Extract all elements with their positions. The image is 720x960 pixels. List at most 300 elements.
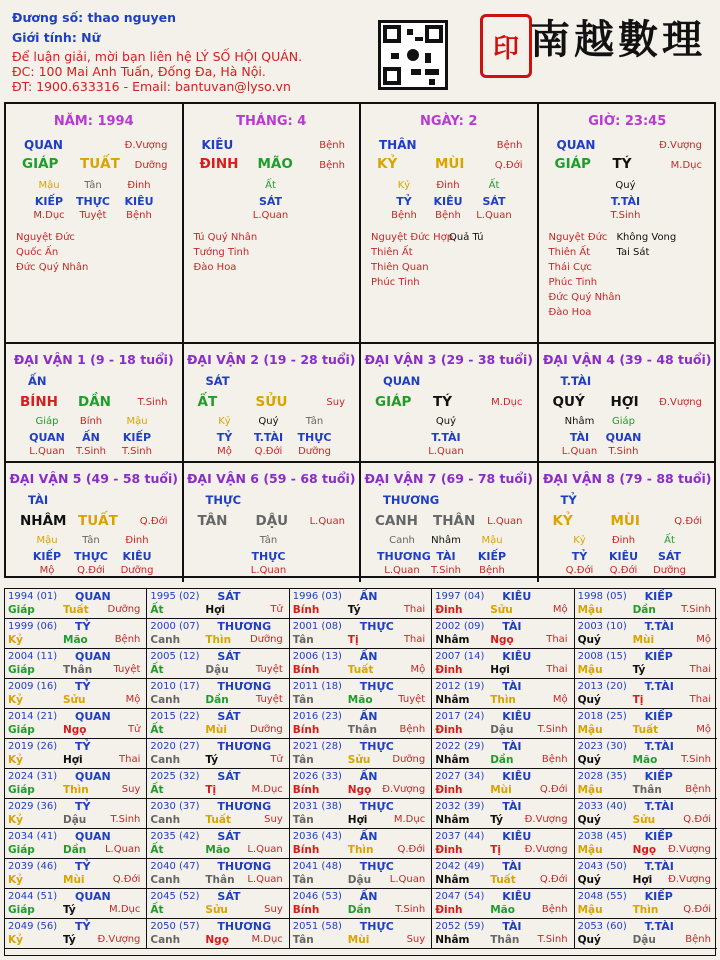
phase-label: L.Quan — [247, 844, 283, 855]
header — [0, 0, 720, 100]
ten-god-label: QUAN — [75, 590, 111, 603]
ten-god-label: QUAN — [383, 374, 421, 388]
star-list — [617, 230, 677, 260]
earthly-branch: Tý — [632, 664, 646, 676]
year-label: 2039 (46) — [8, 861, 58, 872]
year-cell — [575, 829, 717, 859]
ten-god-label: THƯƠNG — [217, 860, 272, 873]
heavenly-stem: Ất — [150, 904, 164, 916]
hidden-stem: THỰC — [251, 550, 286, 563]
year-cell — [432, 679, 574, 709]
earthly-branch: Tuất — [347, 664, 374, 676]
pillar-title: NGÀY: 2 — [420, 114, 478, 129]
luck-cycle-cell — [184, 344, 362, 463]
ten-god-label: KIẾP — [644, 710, 673, 723]
year-cell — [147, 799, 289, 829]
year-cell — [575, 799, 717, 829]
phase-label: Bệnh — [541, 754, 568, 765]
year-cell — [147, 679, 289, 709]
heavenly-stem: Ất — [150, 844, 164, 856]
year-label: 2052 (59) — [435, 921, 485, 932]
hidden-stem: QUAN — [605, 431, 642, 444]
phase-label: Tuyệt — [113, 664, 141, 675]
hidden-stem: L.Quan — [428, 446, 464, 457]
ten-god-label: ẤN — [359, 710, 378, 723]
earthly-branch: Tị — [347, 634, 359, 646]
earthly-branch: Hợi — [490, 664, 510, 676]
phase-label: Tử — [127, 724, 141, 735]
hidden-stem: Quý — [435, 416, 457, 427]
year-cell — [5, 799, 147, 829]
heavenly-stem: Giáp — [8, 844, 35, 856]
year-label: 2026 (33) — [292, 771, 342, 782]
phase-label: M.Dục — [670, 160, 702, 171]
heavenly-stem: Tân — [292, 934, 314, 946]
hidden-stem: Bệnh — [391, 210, 417, 221]
year-label: 2049 (56) — [8, 921, 58, 932]
earthly-branch: Dần — [205, 694, 229, 706]
heavenly-stem: Bính — [292, 724, 320, 736]
ten-god-label: QUAN — [75, 650, 111, 663]
hidden-stem: Tân — [84, 180, 102, 191]
ten-god-label: QUAN — [75, 890, 111, 903]
heavenly-stem: TÂN — [197, 513, 228, 529]
earthly-branch: Sửu — [347, 754, 371, 766]
phase-label: Đ.Vượng — [524, 814, 568, 825]
earthly-branch: Dậu — [63, 814, 87, 826]
year-cell — [5, 709, 147, 739]
earthly-branch: Mão — [63, 634, 88, 646]
year-cell — [5, 829, 147, 859]
heavenly-stem: Giáp — [8, 604, 35, 616]
year-cell — [432, 709, 574, 739]
year-cell — [147, 739, 289, 769]
earthly-branch: DẦN — [78, 394, 111, 410]
ten-god-label: T.TÀI — [644, 620, 674, 633]
heavenly-stem: Kỷ — [8, 694, 23, 706]
year-cell — [5, 769, 147, 799]
hidden-stem: Bệnh — [479, 565, 505, 576]
hidden-stem: T.TÀI — [431, 431, 461, 444]
year-label: 2019 (26) — [8, 741, 58, 752]
earthly-branch: Thìn — [63, 784, 89, 796]
phase-label: Đ.Vượng — [668, 844, 711, 855]
hidden-stem: KIẾP — [122, 431, 152, 444]
phase-label: T.Sinh — [110, 814, 141, 825]
heavenly-stem: Nhâm — [435, 874, 470, 886]
heavenly-stem: Đinh — [435, 604, 463, 616]
earthly-branch: Dậu — [490, 724, 514, 736]
earthly-branch: Tuất — [632, 724, 659, 736]
ten-god-label: TỶ — [75, 920, 91, 933]
hidden-stem: T.Sinh — [122, 446, 152, 457]
hidden-stem: Đinh — [611, 535, 636, 546]
year-label: 2031 (38) — [292, 801, 342, 812]
earthly-branch: Thân — [347, 724, 377, 736]
year-label: 2029 (36) — [8, 801, 58, 812]
ten-god-label: KIẾP — [644, 770, 673, 783]
year-cell — [147, 889, 289, 919]
phase-label: Q.Đới — [539, 874, 568, 885]
heavenly-stem: Canh — [150, 934, 181, 946]
heavenly-stem: Bính — [292, 784, 320, 796]
hidden-stem: Đinh — [125, 535, 149, 546]
year-label: 2001 (08) — [292, 621, 342, 632]
phase-label: M.Dục — [251, 934, 283, 945]
hidden-stem: Kỷ — [218, 416, 231, 427]
star-list — [194, 230, 258, 275]
year-cell — [290, 619, 432, 649]
earthly-branch: Ngọ — [63, 724, 87, 736]
year-label: 2048 (55) — [577, 891, 627, 902]
annual-luck-table — [4, 588, 716, 956]
year-label: 2045 (52) — [150, 891, 200, 902]
star-list — [549, 230, 621, 320]
phase-label: Mộ — [552, 604, 568, 615]
heavenly-stem: Bính — [292, 844, 320, 856]
phase-label: M.Dục — [393, 814, 426, 825]
phase-label: Thai — [119, 754, 141, 765]
phase-label: Mộ — [696, 634, 711, 645]
heavenly-stem: Ất — [150, 664, 164, 676]
year-cell — [5, 859, 147, 889]
year-label: 2050 (57) — [150, 921, 200, 932]
phase-label: Mộ — [696, 724, 711, 735]
year-cell — [147, 859, 289, 889]
year-cell — [432, 829, 574, 859]
ten-god-label: KIÊU — [502, 650, 532, 663]
heavenly-stem: Đinh — [435, 664, 463, 676]
year-label: 2002 (09) — [435, 621, 485, 632]
earthly-branch: Tị — [632, 694, 644, 706]
ten-god-label: SÁT — [217, 770, 241, 783]
star-item: Nguyệt Đức Hợp — [371, 232, 454, 243]
ten-god-label: ẤN — [359, 770, 378, 783]
heavenly-stem: Bính — [292, 604, 320, 616]
ten-god-label: KIÊU — [201, 138, 234, 152]
phase-label: Suy — [264, 814, 283, 825]
earthly-branch: Mùi — [63, 874, 85, 886]
heavenly-stem: Mậu — [577, 604, 603, 616]
qr-code-icon — [378, 20, 448, 90]
phase-label: Tuyệt — [255, 664, 283, 675]
header-line: Đương số: thao nguyen — [12, 10, 177, 25]
earthly-branch: Dậu — [632, 934, 656, 946]
pillar-title: THÁNG: 4 — [236, 114, 307, 129]
hidden-stem: THỰC — [76, 195, 110, 208]
luck-cycle-title: ĐẠI VẬN 1 (9 - 18 tuổi) — [13, 352, 174, 367]
phase-label: L.Quan — [487, 516, 523, 527]
ten-god-label: TÀI — [502, 920, 522, 933]
year-cell — [432, 859, 574, 889]
phase-label: Bệnh — [399, 724, 426, 735]
ten-god-label: TỶ — [75, 740, 91, 753]
heavenly-stem: Mậu — [577, 664, 603, 676]
phase-label: Bệnh — [685, 934, 711, 945]
hidden-stem: Đinh — [127, 180, 151, 191]
earthly-branch: Mão — [490, 904, 515, 916]
year-label: 2015 (22) — [150, 711, 200, 722]
earthly-branch: Tý — [490, 814, 503, 826]
year-cell — [432, 619, 574, 649]
star-item: Quốc Ấn — [16, 247, 59, 258]
hidden-stem: T.Sinh — [431, 565, 461, 576]
star-item: Thái Cực — [548, 262, 592, 273]
star-list — [16, 230, 88, 275]
year-label: 2014 (21) — [8, 711, 58, 722]
pillar-cell — [361, 104, 539, 344]
year-label: 2017 (24) — [435, 711, 485, 722]
earthly-branch: Hợi — [63, 754, 83, 766]
hidden-stem: SÁT — [657, 550, 682, 563]
earthly-branch: Ngọ — [347, 784, 372, 796]
heavenly-stem: KỶ — [377, 156, 398, 172]
heavenly-stem: QUÝ — [552, 394, 585, 410]
earthly-branch: Hợi — [632, 874, 653, 886]
star-item: Phúc Tinh — [548, 277, 598, 288]
ten-god-label: ẤN — [359, 590, 378, 603]
year-label: 2042 (49) — [435, 861, 485, 872]
year-label: 2022 (29) — [435, 741, 485, 752]
ten-god-label: THƯƠNG — [217, 740, 272, 753]
ten-god-label: T.TÀI — [644, 680, 674, 693]
heavenly-stem: Quý — [577, 754, 601, 766]
ten-god-label: TÀI — [502, 680, 522, 693]
phase-label: Đ.Vượng — [659, 397, 702, 408]
earthly-branch: Dần — [347, 904, 372, 916]
phase-label: Q.Đới — [397, 844, 426, 855]
heavenly-stem: Nhâm — [435, 694, 470, 706]
heavenly-stem: ẤT — [197, 394, 218, 410]
ten-god-label: SÁT — [217, 590, 241, 603]
ten-god-label: TÀI — [502, 800, 522, 813]
heavenly-stem: Kỷ — [8, 874, 23, 886]
year-cell — [5, 619, 147, 649]
year-cell — [5, 649, 147, 679]
year-label: 2032 (39) — [435, 801, 485, 812]
earthly-branch: Mão — [205, 844, 231, 856]
phase-label: T.Sinh — [137, 397, 168, 408]
year-label: 2018 (25) — [577, 711, 627, 722]
phase-label: Mộ — [410, 664, 426, 675]
hidden-stem: Nhâm — [564, 416, 595, 427]
earthly-branch: Mùi — [347, 934, 370, 946]
star-item: Quả Tú — [449, 232, 484, 243]
hidden-stem: Bính — [79, 416, 103, 427]
hidden-stem: Ất — [488, 180, 500, 191]
phase-label: T.Sinh — [395, 904, 426, 915]
heavenly-stem: Tân — [292, 754, 314, 766]
phase-label: Bệnh — [685, 784, 711, 795]
phase-label: Dưỡng — [249, 634, 283, 645]
year-label: 1997 (04) — [435, 591, 485, 602]
earthly-branch: Tý — [63, 934, 76, 946]
hidden-stem: Tân — [82, 535, 100, 546]
year-cell — [147, 649, 289, 679]
hidden-stem: Tân — [305, 416, 324, 427]
phase-label: T.Sinh — [537, 724, 568, 735]
hidden-stem: TỶ — [571, 550, 588, 563]
phase-label: Thai — [546, 664, 568, 675]
year-label: 1998 (05) — [577, 591, 627, 602]
phase-label: Bệnh — [496, 140, 523, 151]
year-cell — [575, 709, 717, 739]
year-cell — [575, 679, 717, 709]
phase-label: Q.Đới — [674, 516, 702, 527]
earthly-branch: Hợi — [205, 604, 225, 616]
ten-god-label: T.TÀI — [560, 374, 592, 388]
year-cell — [575, 619, 717, 649]
earthly-branch: Thân — [632, 784, 662, 796]
luck-cycle-title: ĐẠI VẬN 3 (29 - 38 tuổi) — [364, 352, 534, 367]
ten-god-label: THỰC — [359, 680, 394, 693]
year-cell — [575, 919, 717, 949]
heavenly-stem: Bính — [292, 904, 320, 916]
phase-label: Tử — [270, 754, 283, 765]
ten-god-label: ẤN — [359, 650, 378, 663]
luck-cycle-title: ĐẠI VẬN 7 (69 - 78 tuổi) — [364, 471, 534, 486]
earthly-branch: Mùi — [205, 724, 227, 736]
year-label: 2047 (54) — [435, 891, 485, 902]
heavenly-stem: Canh — [150, 634, 181, 646]
year-cell — [575, 859, 717, 889]
ten-god-label: THƯƠNG — [217, 920, 272, 933]
ten-god-label: THỰC — [359, 620, 394, 633]
hidden-stem: Q.Đới — [254, 446, 283, 457]
hidden-stem: L.Quan — [252, 210, 289, 221]
year-label: 2024 (31) — [8, 771, 58, 782]
year-label: 2043 (50) — [577, 861, 627, 872]
earthly-branch: Tý — [205, 754, 219, 766]
pillar-cell — [539, 104, 717, 344]
heavenly-stem: Tân — [292, 634, 314, 646]
heavenly-stem: Giáp — [8, 724, 35, 736]
year-label: 2010 (17) — [150, 681, 200, 692]
heavenly-stem: Đinh — [435, 784, 463, 796]
heavenly-stem: Đinh — [435, 904, 463, 916]
year-label: 2033 (40) — [577, 801, 627, 812]
year-label: 2035 (42) — [150, 831, 200, 842]
ten-god-label: ẤN — [359, 830, 378, 843]
red-seal-icon: 印 — [480, 14, 532, 78]
year-cell — [290, 739, 432, 769]
year-label: 2041 (48) — [292, 861, 342, 872]
year-cell — [432, 589, 574, 619]
earthly-branch: Mão — [347, 694, 373, 706]
phase-label: Q.Đới — [139, 516, 168, 527]
earthly-branch: Tý — [63, 904, 76, 916]
heavenly-stem: Bính — [292, 664, 320, 676]
ten-god-label: KIẾP — [644, 830, 673, 843]
hidden-stem: Canh — [389, 535, 415, 546]
hidden-stem: M.Dục — [33, 210, 65, 221]
earthly-branch: MÙI — [610, 513, 640, 529]
heavenly-stem: BÍNH — [20, 394, 58, 410]
year-cell — [147, 709, 289, 739]
star-item: Đức Quý Nhân — [16, 262, 89, 273]
hidden-stem: Giáp — [611, 416, 635, 427]
heavenly-stem: Tân — [292, 694, 314, 706]
year-cell — [575, 649, 717, 679]
phase-label: T.Sinh — [537, 934, 568, 945]
year-label: 1994 (01) — [8, 591, 58, 602]
year-cell — [290, 859, 432, 889]
hidden-stem: T.Sinh — [610, 210, 641, 221]
earthly-branch: Tuất — [205, 814, 231, 826]
heavenly-stem: Giáp — [8, 664, 35, 676]
phase-label: Q.Đới — [683, 814, 711, 825]
year-cell — [5, 739, 147, 769]
year-label: 2009 (16) — [8, 681, 58, 692]
year-label: 2008 (15) — [577, 651, 627, 662]
phase-label: Dưỡng — [107, 604, 141, 615]
phase-label: Dưỡng — [249, 724, 283, 735]
pillar-title: GIỜ: 23:45 — [588, 114, 667, 129]
luck-cycle-cell — [6, 344, 184, 463]
hidden-stem: Q.Đới — [609, 565, 638, 576]
year-cell — [290, 769, 432, 799]
phase-label: L.Quan — [104, 844, 141, 855]
hidden-stem: Dưỡng — [653, 565, 686, 576]
earthly-branch: Mùi — [632, 634, 655, 646]
earthly-branch: MÙI — [435, 156, 465, 172]
earthly-branch: Tuất — [490, 874, 516, 886]
heavenly-stem: Quý — [577, 934, 601, 946]
year-cell — [575, 889, 717, 919]
hidden-stem: Quý — [615, 180, 636, 191]
luck-cycle-cell — [361, 344, 539, 463]
hidden-stem: Ất — [265, 180, 276, 191]
heavenly-stem: Ất — [150, 604, 164, 616]
year-cell — [5, 679, 147, 709]
phase-label: T.Sinh — [681, 754, 711, 765]
ten-god-label: ẤN — [28, 374, 47, 388]
earthly-branch: Tị — [490, 844, 501, 856]
phase-label: Dưỡng — [134, 160, 168, 171]
heavenly-stem: Canh — [150, 874, 181, 886]
ten-god-label: KIẾP — [644, 590, 673, 603]
ten-god-label: TỶ — [75, 620, 91, 633]
year-cell — [432, 919, 574, 949]
phase-label: Q.Đới — [112, 874, 141, 885]
year-label: 2053 (60) — [577, 921, 627, 932]
ten-god-label: SÁT — [217, 650, 241, 663]
hidden-stem: Bệnh — [435, 210, 461, 221]
year-label: 2025 (32) — [150, 771, 200, 782]
hidden-stem: TÀI — [436, 550, 456, 563]
phase-label: Tuyệt — [255, 694, 283, 705]
hidden-stem: L.Quan — [29, 446, 65, 457]
ten-god-label: TỶ — [560, 493, 577, 507]
year-cell — [5, 919, 147, 949]
earthly-branch: Ngọ — [490, 634, 514, 646]
year-label: 2011 (18) — [292, 681, 342, 692]
pillar-cell — [6, 104, 184, 344]
earthly-branch: Sửu — [490, 604, 513, 616]
year-cell — [290, 829, 432, 859]
ten-god-label: QUAN — [24, 138, 63, 152]
star-item: Tai Sát — [616, 247, 650, 258]
phase-label: Bệnh — [114, 634, 141, 645]
year-cell — [147, 619, 289, 649]
pillar-chart — [4, 102, 716, 578]
earthly-branch: THÂN — [433, 513, 476, 529]
ten-god-label: TỶ — [75, 860, 91, 873]
hidden-stem: Mậu — [481, 535, 503, 546]
earthly-branch: Dậu — [347, 874, 372, 886]
hidden-stem: Mộ — [217, 446, 232, 457]
hidden-stem: THỰC — [74, 550, 108, 563]
